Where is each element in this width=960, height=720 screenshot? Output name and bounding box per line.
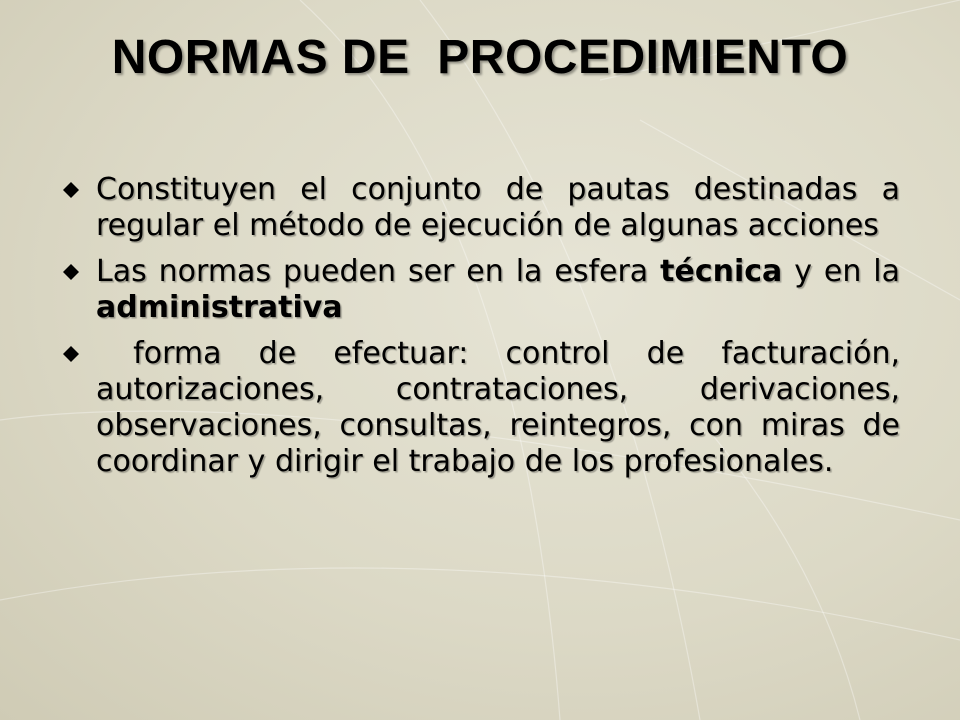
bullet-text-part: Las normas pueden ser en la esfera <box>96 254 661 289</box>
bullet-item <box>58 172 900 244</box>
bullet-text: Constituyen el conjunto de pautas destinadas a regular el método de ejecución de algunas acciones <box>96 172 900 243</box>
bullet-item <box>58 336 910 480</box>
bullet-list <box>58 172 910 490</box>
bullet-text: forma de efectuar: control de facturación, autorizaciones, contrataciones, derivaciones, observaciones, consultas, reintegros, con miras de coordinar y dirigir el trabajo de los profesionales. <box>96 336 910 479</box>
bullet-text-part: y en la <box>782 254 900 289</box>
bullet-item <box>58 254 900 326</box>
bold-term-tecnica: técnica <box>660 254 783 289</box>
diamond-bullet-icon <box>62 181 80 199</box>
diamond-bullet-icon <box>62 263 80 281</box>
slide-title: NORMAS DE PROCEDIMIENTO <box>111 31 849 84</box>
diamond-bullet-icon <box>62 345 80 363</box>
bold-term-administrativa: administrativa <box>96 290 343 325</box>
bullet-text <box>96 254 900 325</box>
